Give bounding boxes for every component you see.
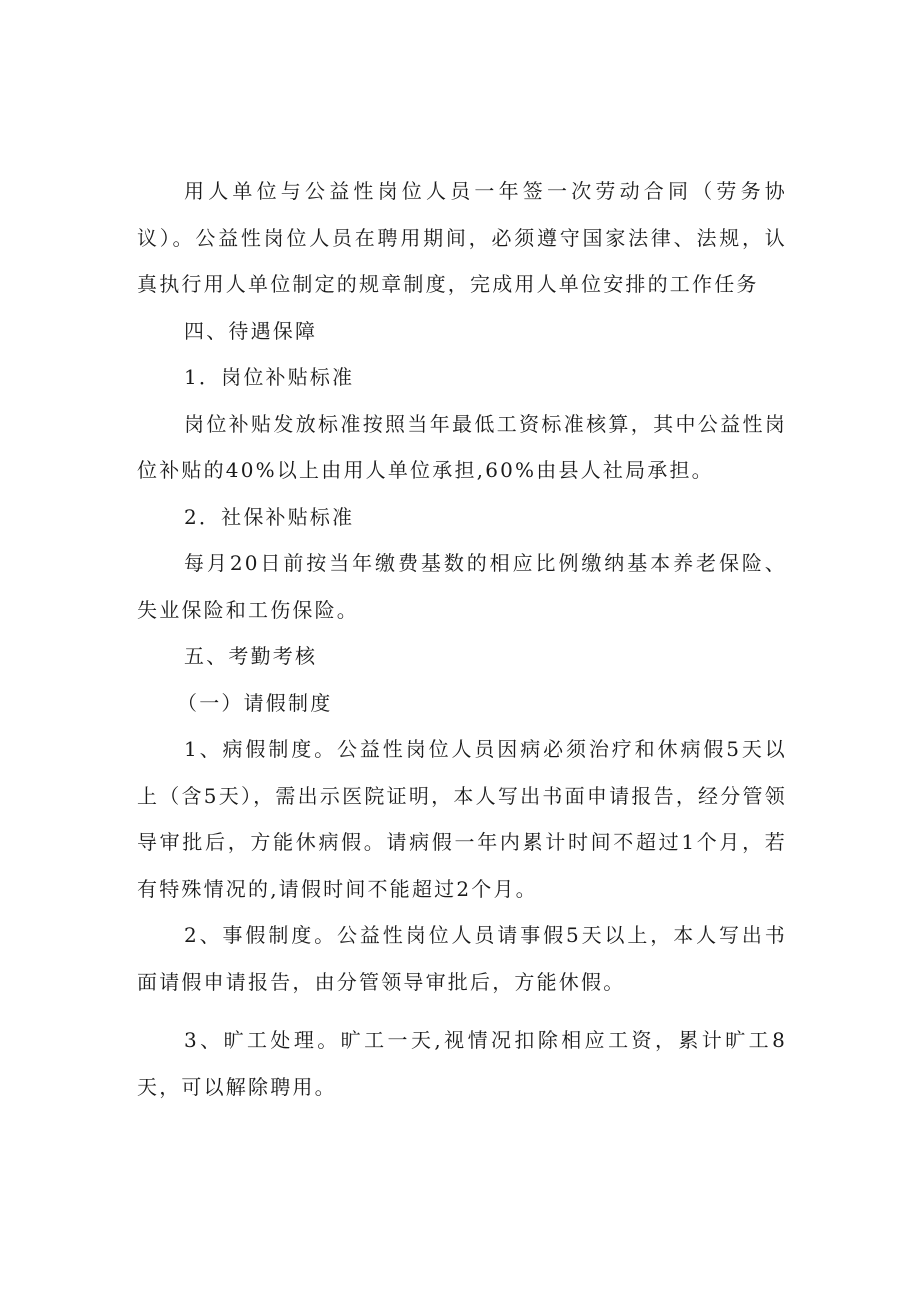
section-heading-benefits: 四、待遇保障 xyxy=(184,318,318,343)
section-heading-attendance: 五、考勤考核 xyxy=(184,644,318,668)
paragraph-absenteeism: 3、旷工处理。旷工一天,视情况扣除相应工资，累计旷工8天，可以解除聘用。 xyxy=(137,1028,787,1099)
subsection-heading-leave-policy: （一）请假制度 xyxy=(177,690,333,715)
subsection-heading-post-subsidy: 1．岗位补贴标准 xyxy=(184,365,355,389)
subsection-heading-social-insurance: 2．社保补贴标准 xyxy=(184,504,355,529)
paragraph-sick-leave: 1、病假制度。公益性岗位人员因病必须治疗和休病假5天以上（含5天），需出示医院证明，本人写出书面申请报告，经分管领导审批后，方能休病假。请病假一年内累计时间不超过1个月，若有特殊情况的,请假时间不能超过2个月。 xyxy=(137,737,787,901)
paragraph-social-insurance: 每月20日前按当年缴费基数的相应比例缴纳基本养老保险、失业保险和工伤保险。 xyxy=(137,551,787,622)
document-body xyxy=(137,168,787,1110)
paragraph-labor-contract: 用人单位与公益性岗位人员一年签一次劳动合同（劳务协议）。公益性岗位人员在聘用期间，必须遵守国家法律、法规，认真执行用人单位制定的规章制度，完成用人单位安排的工作任务 xyxy=(137,179,787,296)
paragraph-personal-leave: 2、事假制度。公益性岗位人员请事假5天以上，本人写出书面请假申请报告，由分管领导审批后，方能休假。 xyxy=(137,923,787,994)
paragraph-post-subsidy: 岗位补贴发放标准按照当年最低工资标准核算，其中公益性岗位补贴的40%以上由用人单位承担,60%由县人社局承担。 xyxy=(137,411,787,482)
